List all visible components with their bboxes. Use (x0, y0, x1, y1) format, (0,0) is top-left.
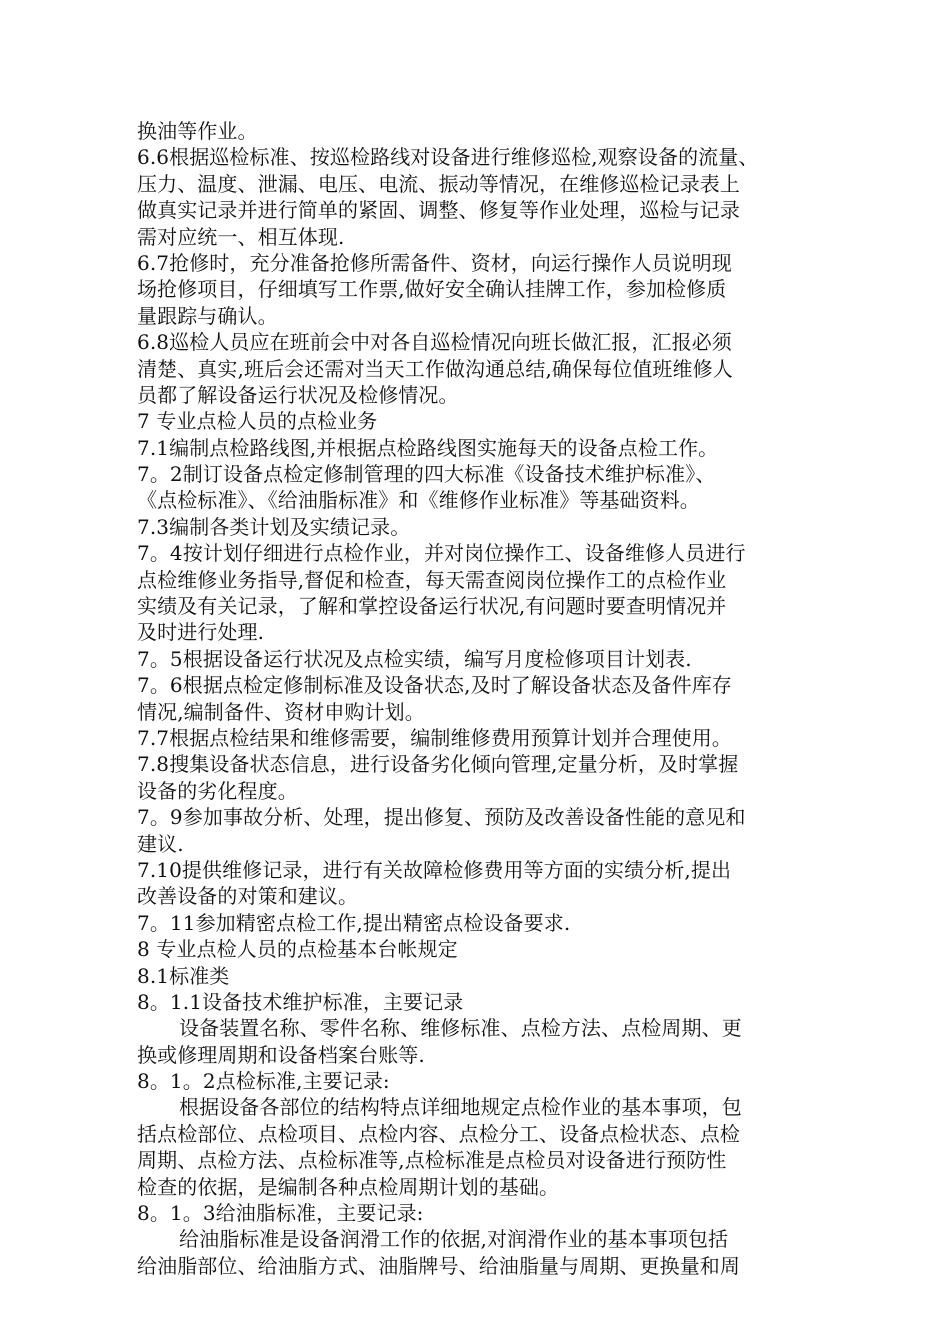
text-line: 7.8搜集设备状态信息，进行设备劣化倾向管理,定量分析，及时掌握 (137, 752, 739, 777)
text-line: 7。4按计划仔细进行点检作业，并对岗位操作工、设备维修人员进行 (137, 541, 746, 566)
text-line: 及时进行处理. (137, 620, 265, 645)
text-line: 需对应统一、相互体现. (137, 224, 345, 249)
text-line: 7.3编制各类计划及实绩记录。 (137, 514, 411, 539)
text-line: 《点检标准》、《给油脂标准》和《维修作业标准》等基础资料。 (137, 488, 700, 513)
text-line: 7。6根据点检定修制标准及设备状态,及时了解设备状态及备件库存 (137, 673, 732, 698)
text-line: 换油等作业。 (137, 119, 258, 143)
text-line: 情况,编制备件、资材申购计划。 (137, 699, 425, 724)
document-page (137, 118, 827, 1279)
text-line: 7。9参加事故分析、处理，提出修复、预防及改善设备性能的意见和 (137, 805, 746, 830)
text-line: 8.1标准类 (137, 963, 230, 988)
text-line: 7.10提供维修记录，进行有关故障检修费用等方面的实绩分析,提出 (137, 857, 732, 882)
text-line: 根据设备各部位的结构特点详细地规定点检作业的基本事项，包 (179, 1095, 742, 1120)
text-line: 8。1。3给油脂标准，主要记录: (137, 1201, 424, 1226)
text-line: 建议. (137, 831, 184, 856)
text-line: 7。2制订设备点检定修制管理的四大标准《设备技术维护标准》、 (137, 462, 716, 487)
text-line: 8。1.1设备技术维护标准，主要记录 (137, 989, 464, 1014)
text-line: 清楚、真实,班后会还需对当天工作做沟通总结,确保每位值班维修人 (137, 356, 733, 381)
text-line: 设备的劣化程度。 (137, 778, 298, 803)
text-line: 8 专业点检人员的点检基本台帐规定 (137, 937, 458, 962)
text-line: 改善设备的对策和建议。 (137, 884, 359, 909)
text-line: 括点检部位、点检项目、点检内容、点检分工、设备点检状态、点检 (137, 1121, 740, 1146)
text-line: 周期、点检方法、点检标准等,点检标准是点检员对设备进行预防性 (137, 1148, 727, 1173)
text-line: 换或修理周期和设备档案台账等. (137, 1042, 425, 1067)
text-line: 设备装置名称、零件名称、维修标准、点检方法、点检周期、更 (179, 1016, 742, 1041)
text-line: 8。1。2点检标准,主要记录: (137, 1069, 390, 1094)
text-line: 检查的依据，是编制各种点检周期计划的基础。 (137, 1174, 560, 1199)
text-line: 7 专业点检人员的点检业务 (137, 409, 378, 434)
text-line: 实绩及有关记录，了解和掌控设备运行状况,有问题时要查明情况并 (137, 594, 727, 619)
text-line: 给油脂标准是设备润滑工作的依据,对润滑作业的基本事项包括 (179, 1227, 729, 1252)
text-line: 6.7抢修时，充分准备抢修所需备件、资材，向运行操作人员说明现 (137, 250, 732, 275)
text-line: 7.7根据点检结果和维修需要，编制维修费用预算计划并合理使用。 (137, 725, 732, 750)
text-line: 给油脂部位、给油脂方式、油脂牌号、给油脂量与周期、更换量和周 (137, 1253, 740, 1278)
text-line: 6.8巡检人员应在班前会中对各自巡检情况向班长做汇报，汇报必须 (137, 330, 732, 355)
text-line: 7。5根据设备运行状况及点检实绩，编写月度检修项目计划表. (137, 646, 692, 671)
text-line: 员都了解设备运行状况及检修情况。 (137, 382, 459, 407)
text-line: 6.6根据巡检标准、按巡检路线对设备进行维修巡检,观察设备的流量、 (137, 145, 759, 170)
text-line: 压力、温度、泄漏、电压、电流、振动等情况，在维修巡检记录表上 (137, 171, 740, 196)
text-line: 7.1编制点检路线图,并根据点检路线图实施每天的设备点检工作。 (137, 435, 719, 460)
text-line: 量跟踪与确认。 (137, 303, 278, 328)
text-line: 7。11参加精密点检工作,提出精密点检设备要求. (137, 910, 571, 935)
text-line: 做真实记录并进行简单的紧固、调整、修复等作业处理，巡检与记录 (137, 198, 740, 223)
text-line: 点检维修业务指导,督促和检查，每天需查阅岗位操作工的点检作业 (137, 567, 727, 592)
text-line: 场抢修项目，仔细填写工作票,做好安全确认挂牌工作，参加检修质 (137, 277, 727, 302)
